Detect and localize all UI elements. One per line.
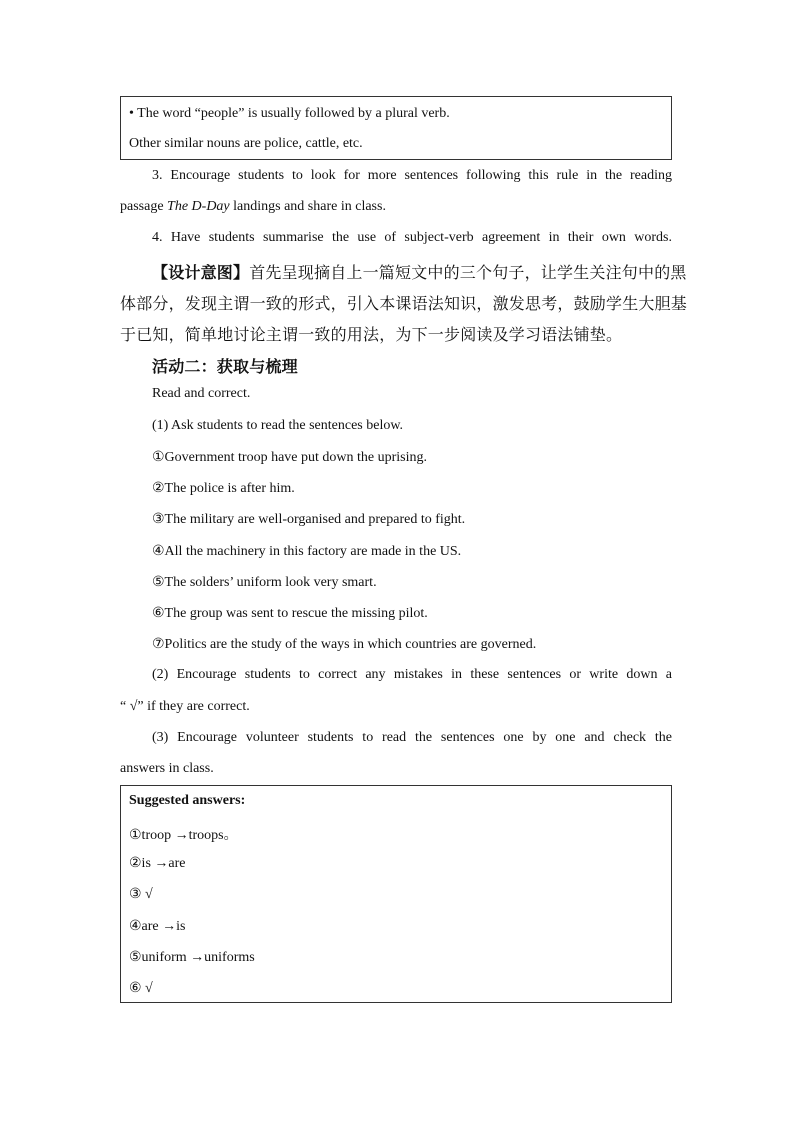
sentence-item: ①Government troop have put down the uprising. [152, 450, 428, 465]
step-3-line-2: passage The D-Day landings and share in class. [120, 199, 386, 214]
question-3-line-2: answers in class. [120, 761, 214, 776]
answers-title: Suggested answers: [129, 793, 246, 808]
note-line: Other similar nouns are police, cattle, etc. [129, 136, 363, 151]
design-intent-line-3: 于已知，简单地讨论主谓一致的用法，为下一步阅读及学习语法铺垫。 [120, 327, 623, 344]
answer-item: ③ √ [129, 887, 153, 902]
step-3-line-1: 3. Encourage students to look for more sentences following this rule in the reading [152, 168, 672, 183]
step-4: 4. Have students summarise the use of subject-verb agreement in their own words. [152, 230, 672, 245]
answer-item: ⑤uniform →uniforms [129, 950, 255, 965]
passage-title: The D-Day [167, 199, 230, 214]
note-line: • The word “people” is usually followed by a plural verb. [129, 106, 450, 121]
design-intent-line-2: 体部分，发现主谓一致的形式，引入本课语法知识，激发思考，鼓励学生大胆基 [120, 296, 688, 313]
sentence-item: ②The police is after him. [152, 481, 295, 496]
activity-intro: Read and correct. [152, 386, 251, 401]
sentence-item: ⑤The solders’ uniform look very smart. [152, 575, 377, 590]
sentence-item: ⑥The group was sent to rescue the missing pilot. [152, 606, 428, 621]
answer-item: ⑥ √ [129, 981, 153, 996]
activity-heading: 活动二：获取与梳理 [152, 359, 298, 376]
design-intent-label: 【设计意图】 [152, 265, 250, 282]
sentence-item: ⑦Politics are the study of the ways in which countries are governed. [152, 637, 537, 652]
note-box [120, 96, 672, 160]
question-2-line-1: (2) Encourage students to correct any mistakes in these sentences or write down a [152, 667, 672, 682]
question-2-line-2: “ √” if they are correct. [120, 699, 250, 714]
answers-box [120, 785, 672, 1003]
sentence-item: ④All the machinery in this factory are made in the US. [152, 544, 462, 559]
answer-item: ②is →are [129, 856, 186, 871]
question-1: (1) Ask students to read the sentences below. [152, 418, 404, 433]
answer-item: ④are →is [129, 919, 186, 934]
sentence-item: ③The military are well-organised and prepared to fight. [152, 512, 466, 527]
answer-item: ①troop →troops。 [129, 828, 238, 843]
design-intent-line-1: 【设计意图】首先呈现摘自上一篇短文中的三个句子，让学生关注句中的黑 [152, 265, 687, 282]
question-3-line-1: (3) Encourage volunteer students to read the sentences one by one and check the [152, 730, 672, 745]
